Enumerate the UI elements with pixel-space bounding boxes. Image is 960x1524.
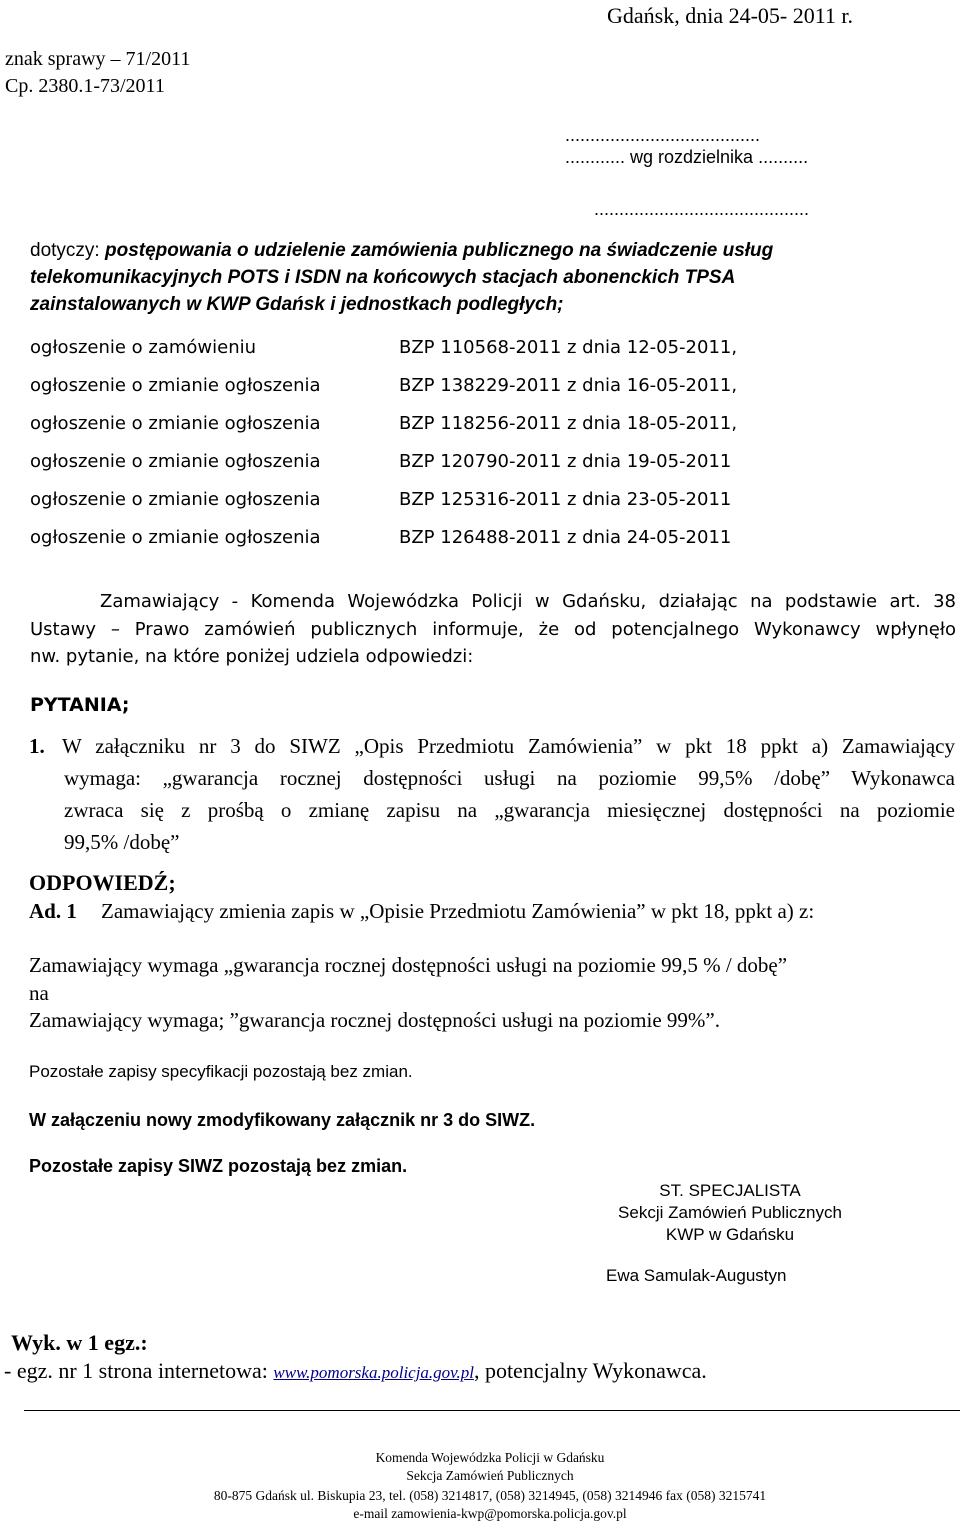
question-line-2: wymaga: „gwarancja rocznej dostępności usługi na poziomie 99,5% /dobę” Wykonawca [64,766,955,790]
intro-line-3: nw. pytanie, na które poniżej udziela odpowiedzi: [30,646,474,667]
signature-name: Ewa Samulak-Augustyn [606,1266,787,1285]
answer-heading: ODPOWIEDŹ; [29,870,176,895]
intro-line-1: Zamawiający - Komenda Wojewódzka Policji w Gdańsku, działając na podstawie art. 38 [100,591,956,612]
distribution-item [4,1358,707,1384]
answer-connector: na [29,981,49,1005]
subject-line-2: telekomunikacyjnych POTS i ISDN na końcowych stacjach abonenckich TPSA [30,267,736,288]
notice-label: ogłoszenie o zmianie ogłoszenia [30,375,321,396]
signature-section: Sekcji Zamówień Publicznych [618,1203,842,1222]
distribution-heading: Wyk. w 1 egz.: [11,1330,148,1355]
question-number: 1. [29,734,45,758]
answer-number: Ad. 1 [29,899,77,923]
notice-reference: BZP 138229-2011 z dnia 16-05-2011, [399,375,738,396]
distribution-suffix: , potencjalny Wykonawca. [473,1358,707,1383]
signature-block [610,1180,850,1246]
notice-reference: BZP 118256-2011 z dnia 18-05-2011, [399,413,738,434]
subject-text-1: postępowania o udzielenie zamówienia publicznego na świadczenie usług [104,240,774,261]
questions-heading: PYTANIA; [30,694,130,716]
answer-original-text: Zamawiający wymaga „gwarancja rocznej dostępności usługi na poziomie 99,5 % / dobę” [29,953,788,977]
question-line-1: W załączniku nr 3 do SIWZ „Opis Przedmiotu Zamówienia” w pkt 18 ppkt a) Zamawiający [62,734,955,758]
remaining-siwz-note: Pozostałe zapisy SIWZ pozostają bez zmian. [29,1156,408,1176]
subject-prefix: dotyczy: [30,240,105,261]
answer-line-1: Zamawiający zmienia zapis w „Opisie Przedmiotu Zamówienia” w pkt 18, ppkt a) z: [101,899,815,923]
footer-line-4: e-mail zamowienia-kwp@pomorska.policja.gov.pl [353,1506,627,1521]
answer-new-text: Zamawiający wymaga; ”gwarancja rocznej dostępności usługi na poziomie 99%”. [29,1008,720,1032]
notice-label: ogłoszenie o zmianie ogłoszenia [30,489,321,510]
case-reference: znak sprawy – 71/2011 [5,48,191,70]
subject-line-3: zainstalowanych w KWP Gdańsk i jednostkach podległych; [30,294,564,315]
notice-label: ogłoszenie o zmianie ogłoszenia [30,527,321,548]
notice-reference: BZP 110568-2011 z dnia 12-05-2011, [399,337,738,358]
notice-reference: BZP 126488-2011 z dnia 24-05-2011 [399,527,732,548]
attachment-note: W załączeniu nowy zmodyfikowany załącznik nr 3 do SIWZ. [29,1110,536,1130]
footer-line-2: Sekcja Zamówień Publicznych [406,1468,574,1483]
notice-reference: BZP 125316-2011 z dnia 23-05-2011 [399,489,732,510]
distribution-prefix: - egz. nr 1 strona internetowa: [4,1358,274,1383]
footer-divider [24,1410,960,1411]
website-link[interactable]: www.pomorska.policja.gov.pl [273,1363,474,1382]
notice-reference: BZP 120790-2011 z dnia 19-05-2011 [399,451,732,472]
addressee-line-1: ....................................... [565,125,761,145]
intro-line-2: Ustawy – Prawo zamówień publicznych informuje, że od potencjalnego Wykonawcy wpłynęło [30,619,956,640]
addressee-line-2: ............ wg rozdzielnika .......... [565,147,809,167]
footer-line-1: Komenda Wojewódzka Policji w Gdańsku [375,1450,605,1465]
notice-label: ogłoszenie o zmianie ogłoszenia [30,451,321,472]
question-line-4: 99,5% /dobę” [64,830,180,854]
remaining-spec-note: Pozostałe zapisy specyfikacji pozostają bez zmian. [29,1062,413,1081]
question-line-3: zwraca się z prośbą o zmianę zapisu na „gwarancja miesięcznej dostępności na poziomie [64,798,955,822]
place-date: Gdańsk, dnia 24-05- 2011 r. [607,3,854,28]
cp-reference: Cp. 2380.1-73/2011 [5,75,165,97]
addressee-line-3: ........................................... [594,199,810,219]
notice-label: ogłoszenie o zamówieniu [30,337,257,358]
notice-label: ogłoszenie o zmianie ogłoszenia [30,413,321,434]
signature-unit: KWP w Gdańsku [665,1225,795,1244]
footer-line-3: 80-875 Gdańsk ul. Biskupia 23, tel. (058) 3214817, (058) 3214945, (058) 3214946 fax (058) 3215741 [213,1488,767,1503]
signature-title: ST. SPECJALISTA [659,1181,801,1200]
subject-line-1 [30,240,773,262]
